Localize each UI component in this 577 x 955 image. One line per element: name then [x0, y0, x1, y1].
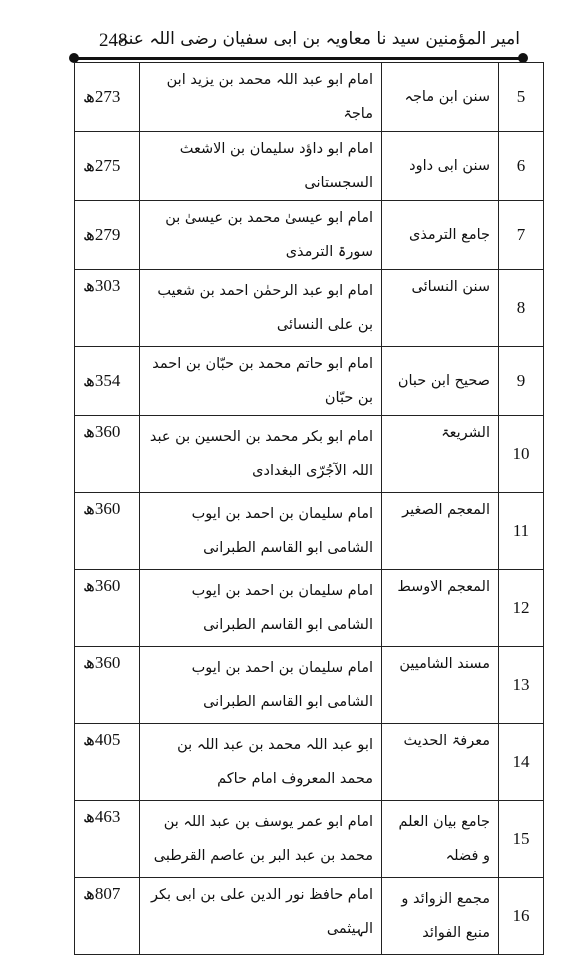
year-cell: 405ھ [75, 724, 140, 801]
year-cell: 360ھ [75, 647, 140, 724]
page-header [65, 22, 520, 62]
row-number-cell: 15 [499, 801, 544, 878]
row-number-cell: 6 [499, 132, 544, 201]
table-row [75, 132, 544, 201]
row-number-cell: 5 [499, 63, 544, 132]
row-number-cell: 11 [499, 493, 544, 570]
header-rule [73, 57, 523, 60]
row-number-cell: 10 [499, 416, 544, 493]
book-cell: المعجم الاوسط [382, 570, 499, 647]
row-number-cell: 8 [499, 270, 544, 347]
book-cell: سنن النسائی [382, 270, 499, 347]
row-number-cell: 12 [499, 570, 544, 647]
author-cell: امام حافظ نور الدین علی بن ابی بکر الہیثمی [140, 878, 382, 955]
book-cell: صحیح ابن حبان [382, 347, 499, 416]
book-cell: مسند الشامیین [382, 647, 499, 724]
author-cell: ابو عبد اللہ محمد بن عبد اللہ بن محمد المعروف امام حاکم [140, 724, 382, 801]
references-table [74, 62, 544, 955]
year-cell: 279ھ [75, 201, 140, 270]
table-row [75, 493, 544, 570]
book-cell: معرفۃ الحدیث [382, 724, 499, 801]
table-row [75, 570, 544, 647]
table-row [75, 878, 544, 955]
book-cell: الشریعۃ [382, 416, 499, 493]
page-number: 248 [99, 30, 128, 51]
table-row [75, 647, 544, 724]
author-cell: امام ابو عمر یوسف بن عبد اللہ بن محمد بن عبد البر بن عاصم القرطبی [140, 801, 382, 878]
row-number-cell: 7 [499, 201, 544, 270]
year-cell: 807ھ [75, 878, 140, 955]
author-cell: امام سلیمان بن احمد بن ایوب الشامی ابو القاسم الطبرانی [140, 570, 382, 647]
table-row [75, 270, 544, 347]
row-number-cell: 13 [499, 647, 544, 724]
book-cell: جامع الترمذی [382, 201, 499, 270]
author-cell: امام ابو عیسیٰ محمد بن عیسیٰ بن سورۃ الترمذی [140, 201, 382, 270]
book-cell: سنن ابن ماجہ [382, 63, 499, 132]
row-number-cell: 9 [499, 347, 544, 416]
author-cell: امام سلیمان بن احمد بن ایوب الشامی ابو القاسم الطبرانی [140, 647, 382, 724]
year-cell: 273ھ [75, 63, 140, 132]
author-cell: امام سلیمان بن احمد بن ایوب الشامی ابو القاسم الطبرانی [140, 493, 382, 570]
year-cell: 360ھ [75, 570, 140, 647]
book-cell: المعجم الصغیر [382, 493, 499, 570]
year-cell: 275ھ [75, 132, 140, 201]
book-cell: مجمع الزوائد و منبع الفوائد [382, 878, 499, 955]
author-cell: امام ابو داؤد سلیمان بن الاشعث السجستانی [140, 132, 382, 201]
table-row [75, 416, 544, 493]
running-title: امیر المؤمنین سید نا معاویہ بن ابی سفیان رضی اللہ عنہ [118, 29, 520, 49]
author-cell: امام ابو حاتم محمد بن حبّان بن احمد بن حبّان [140, 347, 382, 416]
table-row [75, 724, 544, 801]
book-cell: سنن ابی داود [382, 132, 499, 201]
year-cell: 303ھ [75, 270, 140, 347]
year-cell: 360ھ [75, 493, 140, 570]
row-number-cell: 14 [499, 724, 544, 801]
author-cell: امام ابو بکر محمد بن الحسین بن عبد اللہ الآجُرّی البغدادی [140, 416, 382, 493]
table-row [75, 63, 544, 132]
table-row [75, 347, 544, 416]
row-number-cell: 16 [499, 878, 544, 955]
table-row [75, 801, 544, 878]
author-cell: امام ابو عبد الرحمٰن احمد بن شعیب بن علی النسائی [140, 270, 382, 347]
year-cell: 463ھ [75, 801, 140, 878]
year-cell: 354ھ [75, 347, 140, 416]
table-row [75, 201, 544, 270]
year-cell: 360ھ [75, 416, 140, 493]
author-cell: امام ابو عبد اللہ محمد بن یزید ابن ماجۃ [140, 63, 382, 132]
book-cell: جامع بیان العلم و فضلہ [382, 801, 499, 878]
